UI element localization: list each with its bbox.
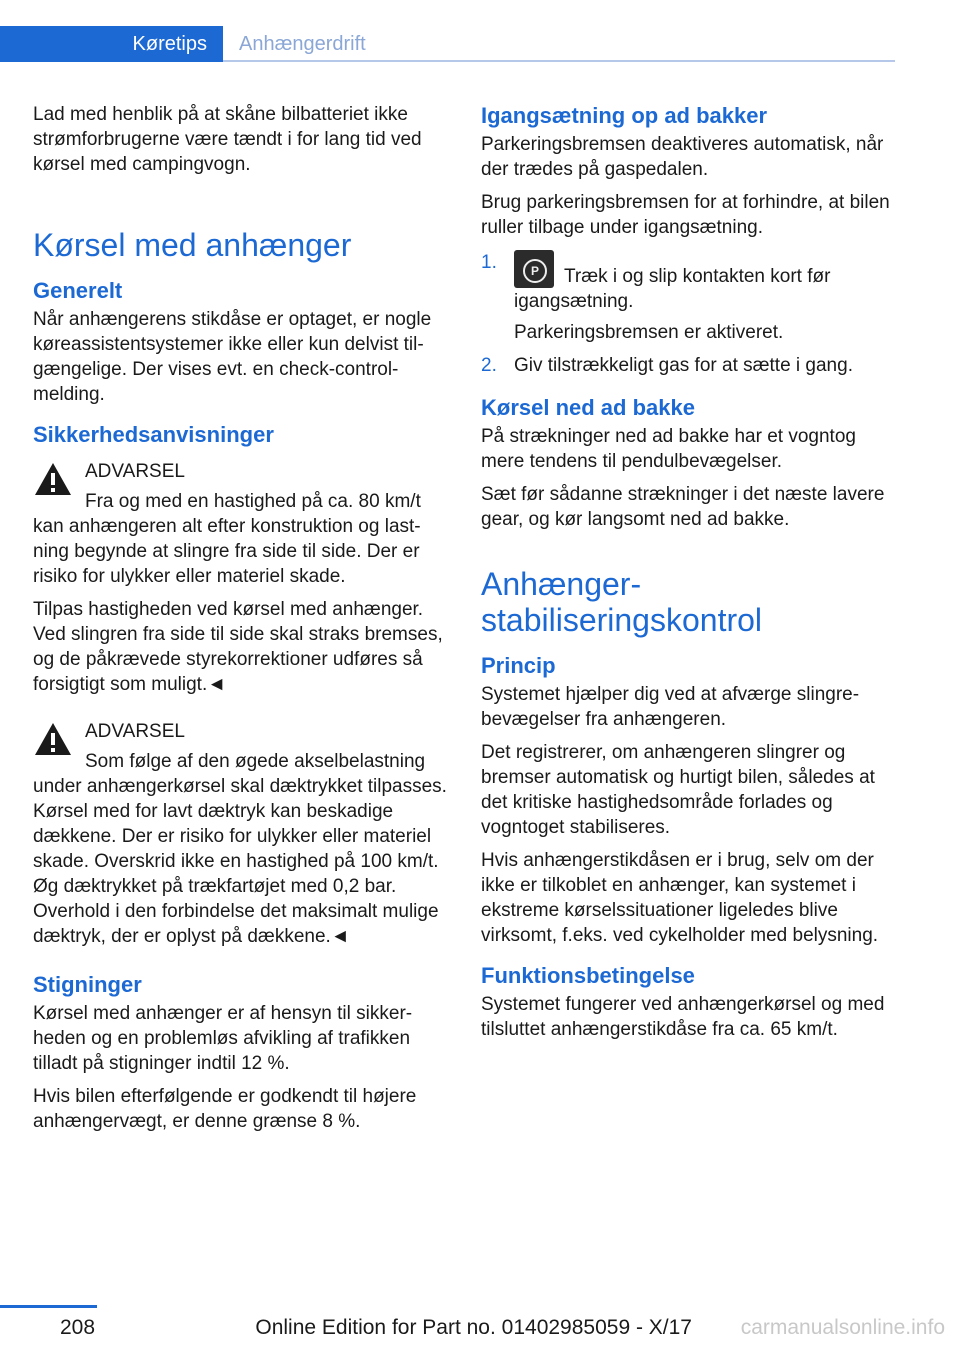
princip-paragraph-2: Det registrerer, om anhængeren slingrer og bremser automatisk og hurtigt bilen, således at det kritiske hastighedsområde forlades og vogntoget stabiliseres. — [481, 742, 875, 838]
section-funktionsbetingelse — [481, 962, 897, 1042]
header-tabbar — [0, 26, 895, 62]
left-column — [33, 102, 449, 1148]
section-stigninger — [33, 971, 449, 1134]
ned-paragraph-2: Sæt før sådanne strækninger i det næste lavere gear, og kør langsomt ned ad bakke. — [481, 484, 885, 530]
warning-block-1 — [33, 459, 449, 511]
stigninger-paragraph-2: Hvis bilen efterfølgende er godkendt til højere anhængervægt, er denne grænse 8 %. — [33, 1086, 417, 1132]
parking-brake-button-icon: P — [514, 250, 554, 288]
right-column — [481, 102, 897, 1056]
section-princip — [481, 652, 897, 948]
heading-stigninger: Stigninger — [33, 972, 142, 997]
step-number: 2. — [481, 355, 497, 376]
watermark: carmanualsonline.info — [740, 1316, 945, 1339]
generelt-paragraph: Når anhængerens stikdåse er optaget, er nogle køreassistentsystemer ikke eller kun delvist tilgængelige. Der vises evt. en check-control-melding. — [33, 309, 432, 405]
heading-funktionsbetingelse: Funktionsbetingelse — [481, 963, 695, 988]
tab-divider — [223, 60, 895, 62]
ned-paragraph-1: På strækninger ned ad bakke har et vogntog mere tendens til pendulbevægelser. — [481, 426, 856, 472]
step-1-result: Parkeringsbremsen er aktiveret. — [514, 322, 784, 343]
warning-triangle-icon — [33, 721, 73, 757]
step-1-text: Træk i og slip kontakten kort før igangsætning. — [514, 266, 831, 312]
warning-1-text: Fra og med en hastighed på ca. 80 km/t kan anhængeren alt efter konstruktion og lastning begynde at slingre fra side til side. Der er risiko for ulykker eller materiel skade. — [33, 491, 421, 587]
warning-1-instruction: Tilpas hastigheden ved kørsel med anhænger. Ved slingren fra side til side skal straks bremses, og de påkrævede styrekorrektioner udføres så forsigtigt som muligt.◄ — [33, 599, 443, 695]
princip-paragraph-3: Hvis anhængerstikdåsen er i brug, selv om der ikke er tilkoblet en anhænger, kan systemet i ekstreme kørselssituationer ligeledes blive virksomt, f.eks. ved cykelholder med belysning. — [481, 850, 879, 946]
warning-block-2 — [33, 719, 449, 771]
heading-korsel-med-anhaenger: Kørsel med anhænger — [33, 227, 352, 263]
section-igangsaetning — [481, 102, 897, 378]
warning-label: ADVARSEL — [85, 721, 185, 742]
heading-igangsaetning: Igangsætning op ad bakker — [481, 103, 768, 128]
stigninger-paragraph-1: Kørsel med anhænger er af hensyn til sikkerheden og en problemløs afvikling af trafikken tilladt på stigninger indtil 12 %. — [33, 1003, 413, 1074]
heading-princip: Princip — [481, 653, 556, 678]
warning-triangle-icon — [33, 461, 73, 497]
funktionsbetingelse-paragraph: Systemet fungerer ved anhængerkørsel og med tilsluttet anhængerstikdåse fra ca. 65 km/t. — [481, 994, 885, 1040]
edition-footer: Online Edition for Part no. 01402985059 - X/17 — [255, 1316, 692, 1339]
warning-2-text: Som følge af den øgede akselbelastning under anhængerkørsel skal dæktrykket tilpasses. Kørsel med for lavt dæktryk kan beskadige dækkene. Der er risiko for ulykker eller materiel skade. Overskrid ikke en hastighed på 100 km/t. Øg dæktrykket på trækfartøjet med 0,2 bar. Overhold i den forbindelse det maksimalt mulige dæktryk, der er oplyst på dækkene.◄ — [33, 751, 447, 947]
step-2-text: Giv tilstrækkeligt gas for at sætte i gang. — [514, 355, 853, 376]
heading-generelt: Generelt — [33, 278, 123, 303]
step-2 — [481, 353, 897, 378]
tab-anhaengerdrift[interactable]: Anhængerdrift — [239, 33, 366, 55]
heading-stabiliseringskontrol: Anhængerstabiliseringskontrol — [481, 566, 763, 638]
princip-paragraph-1: Systemet hjælper dig ved at afværge slingrebevægelser fra anhængeren. — [481, 684, 860, 730]
tab-koretips[interactable]: Køretips — [0, 26, 223, 62]
page-number-rule — [0, 1305, 97, 1308]
warning-label: ADVARSEL — [85, 461, 185, 482]
section-generelt — [33, 277, 449, 407]
section-sikkerhed — [33, 421, 449, 949]
section-ned-ad-bakke — [481, 394, 897, 532]
step-1 — [481, 250, 897, 345]
igangsaetning-paragraph-2: Brug parkeringsbremsen for at forhindre, at bilen ruller tilbage under igangsætning. — [481, 192, 890, 238]
intro-paragraph: Lad med henblik på at skåne bilbatteriet ikke strømforbrugerne være tændt i for lang tid ved kørsel med campingvogn. — [33, 104, 422, 175]
heading-sikkerhedsanvisninger: Sikkerhedsanvisninger — [33, 422, 274, 447]
page-number: 208 — [60, 1316, 96, 1339]
steps-list — [481, 250, 897, 378]
igangsaetning-paragraph-1: Parkeringsbremsen deaktiveres automatisk, når der trædes på gaspedalen. — [481, 134, 884, 180]
heading-ned-ad-bakke: Kørsel ned ad bakke — [481, 395, 695, 420]
step-number: 1. — [481, 252, 497, 273]
